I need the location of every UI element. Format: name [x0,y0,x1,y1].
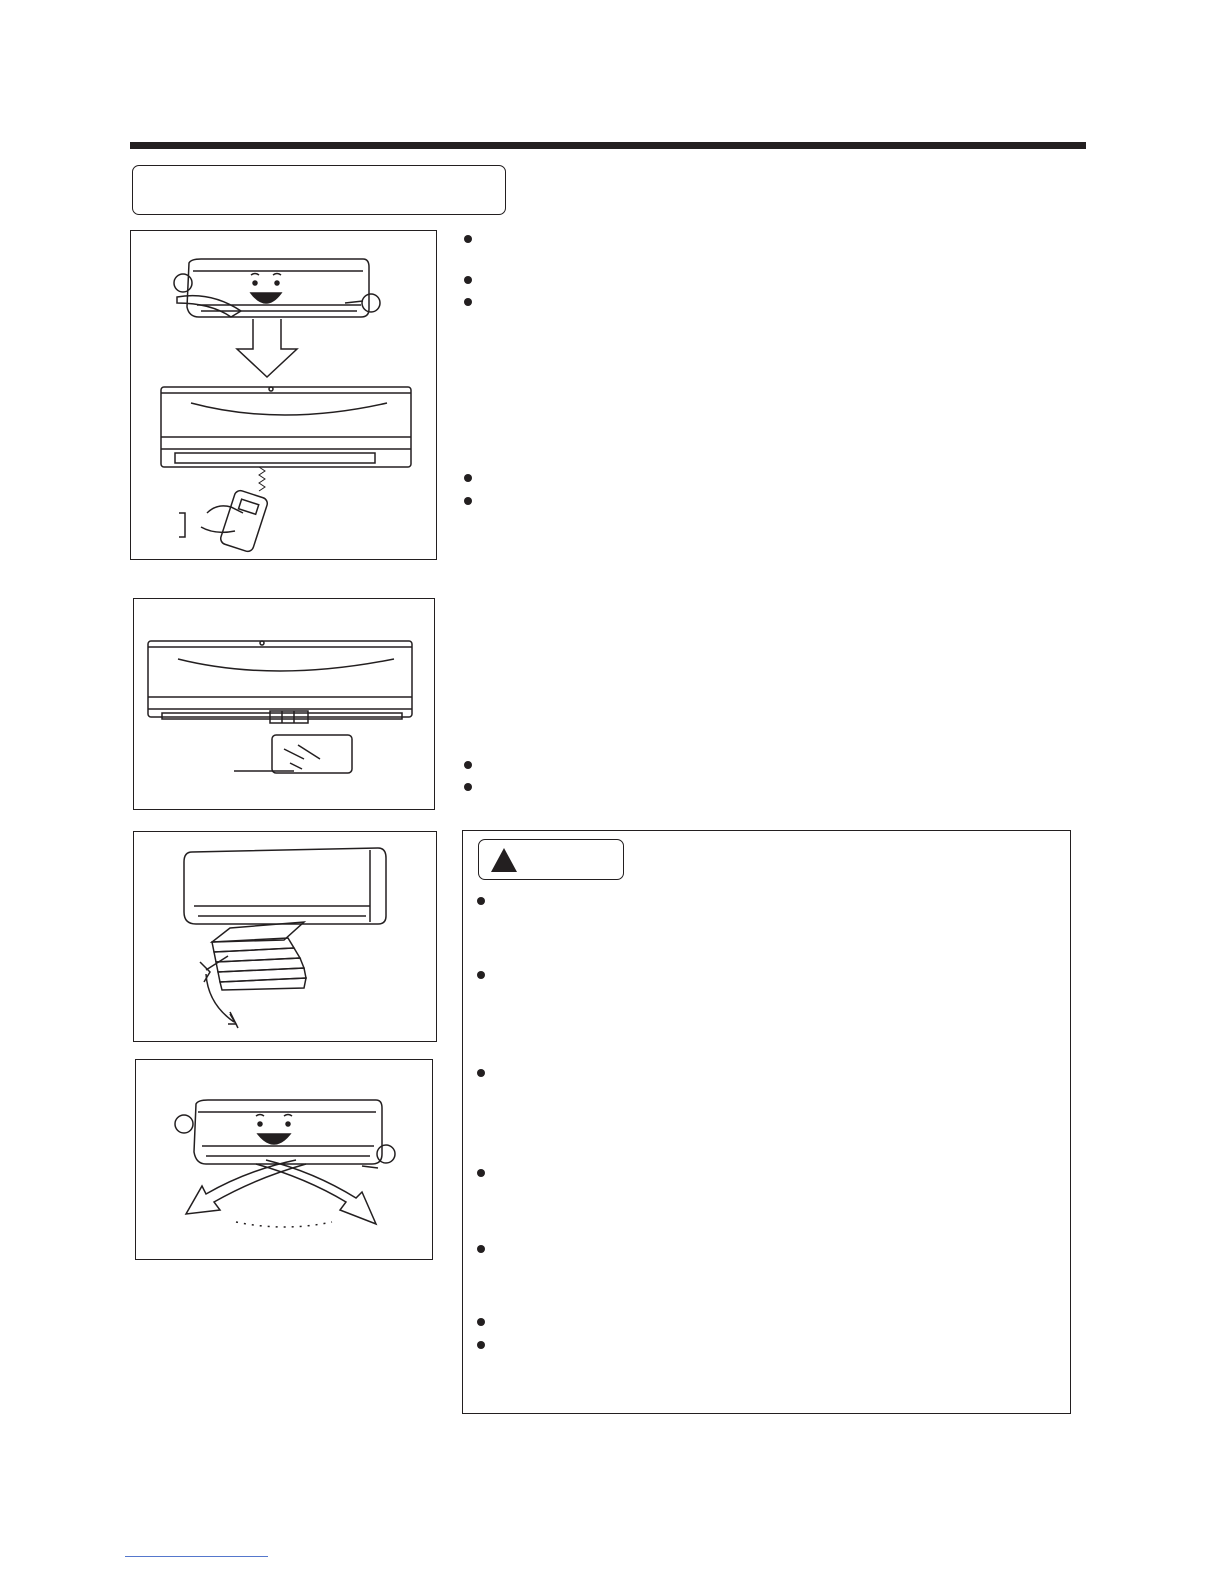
bullet-icon [464,761,472,769]
bullet-icon [477,1245,485,1253]
figure-emergency-button [133,598,435,810]
bullet-icon [464,497,472,505]
bullet-icon [477,1069,485,1077]
bullet-icon [477,1341,485,1349]
figure-horizontal-air-flow [135,1059,433,1260]
bullet-icon [477,971,485,979]
warning-triangle-icon [489,846,519,874]
caution-label-box [478,839,624,880]
remote-control-illustration [131,231,438,561]
figure-vertical-louver-angle [133,831,437,1042]
top-rule [130,142,1086,149]
section-header-box [132,165,506,215]
bullet-icon [477,1169,485,1177]
bullet-icon [464,783,472,791]
footer-link-underline[interactable] [125,1556,268,1557]
bullet-icon [477,1318,485,1326]
air-flow-illustration [136,1060,434,1261]
bullet-icon [464,276,472,284]
bullet-icon [464,298,472,306]
figure-remote-control-operation [130,230,437,560]
caution-box [462,830,1071,1414]
bullet-icon [464,235,472,243]
bullet-icon [477,897,485,905]
bullet-icon [464,474,472,482]
louver-angle-illustration [134,832,438,1043]
emergency-button-illustration [134,599,436,811]
